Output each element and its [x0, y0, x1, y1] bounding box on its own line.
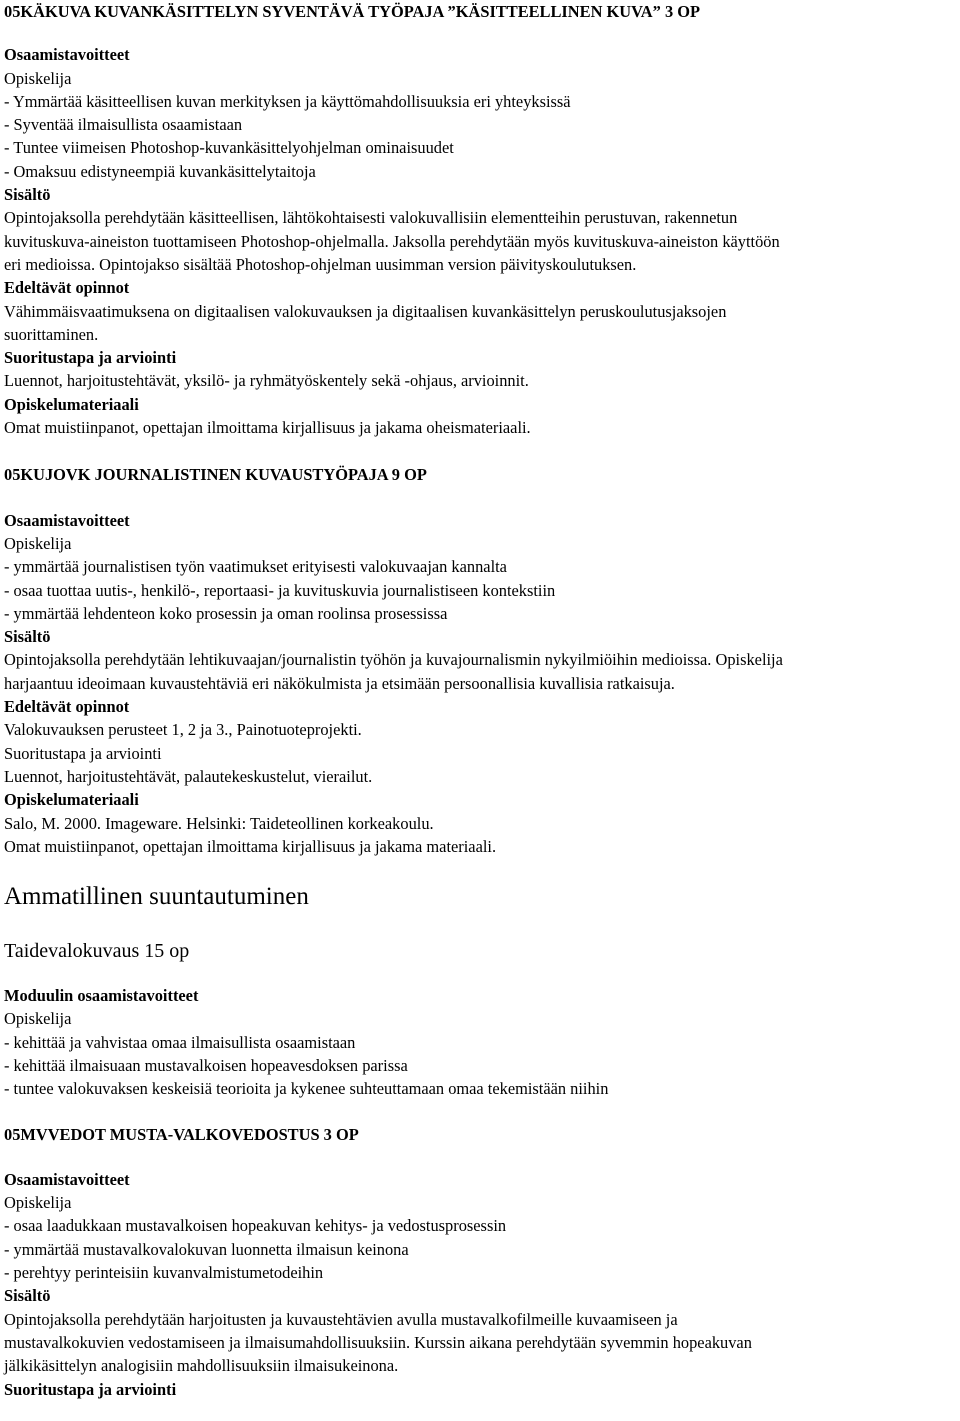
method-text: Luennot, harjoitustehtävät, palautekeskustelut, vierailut.	[4, 766, 373, 786]
objective-item: - Syventää ilmaisullista osaamistaan	[4, 115, 243, 135]
content-line: mustavalkokuvien vedostamiseen ja ilmaisumahdollisuuksiin. Kurssin aikana perehdytään syvemmin hopeakuvan	[4, 1332, 752, 1352]
material-line: Salo, M. 2000. Imageware. Helsinki: Taideteollinen korkeakoulu.	[4, 813, 434, 833]
prerequisites-heading: Edeltävät opinnot	[4, 278, 130, 298]
course-title-kujovk: 05KUJOVK JOURNALISTINEN KUVAUSTYÖPAJA 9 OP	[4, 465, 427, 485]
objective-item: - ymmärtää mustavalkovalokuvan luonnetta ilmaisun keinona	[4, 1239, 409, 1259]
content-line: Opintojaksolla perehdytään käsitteellisen, lähtökohtaisesti valokuvallisiin elementteihin perustuvan, rakennetun	[4, 208, 738, 228]
objective-item: - kehittää ja vahvistaa omaa ilmaisullista osaamistaan	[4, 1032, 356, 1052]
material-text: Omat muistiinpanot, opettajan ilmoittama kirjallisuus ja jakama oheismateriaali.	[4, 418, 531, 438]
method-text: Luennot, harjoitustehtävät, yksilö- ja ryhmätyöskentely sekä -ohjaus, arvioinnit.	[4, 371, 529, 391]
content-line: jälkikäsittelyn analogisiin mahdollisuuksiin ilmaisukeinona.	[4, 1356, 399, 1376]
method-heading: Suoritustapa ja arviointi	[4, 1379, 177, 1399]
content-line: Opintojaksolla perehdytään harjoitusten ja kuvaustehtävien avulla mustavalkofilmeille kuvaamiseen ja	[4, 1309, 678, 1329]
method-heading: Suoritustapa ja arviointi	[4, 348, 177, 368]
material-heading: Opiskelumateriaali	[4, 790, 139, 810]
prerequisites-text: Valokuvauksen perusteet 1, 2 ja 3., Painotuoteprojekti.	[4, 720, 362, 740]
objective-item: - Ymmärtää käsitteellisen kuvan merkityksen ja käyttömahdollisuuksia eri yhteyksissä	[4, 91, 571, 111]
student-label: Opiskelija	[4, 1009, 72, 1029]
objective-item: - ymmärtää journalistisen työn vaatimukset erityisesti valokuvaajan kannalta	[4, 557, 507, 577]
objectives-heading: Osaamistavoitteet	[4, 1169, 130, 1189]
heading-module: Taidevalokuvaus 15 op	[4, 940, 190, 963]
objective-item: - Tuntee viimeisen Photoshop-kuvankäsittelyohjelman ominaisuudet	[4, 138, 454, 158]
course-title-mvvedot: 05MVVEDOT MUSTA-VALKOVEDOSTUS 3 OP	[4, 1124, 359, 1144]
content-line: kuvituskuva-aineiston tuottamiseen Photoshop-ohjelmalla. Jaksolla perehdytään myös kuvituskuva-aineiston käyttöön	[4, 231, 780, 251]
heading-professional-orientation: Ammatillinen suuntautuminen	[4, 883, 309, 911]
objective-item: - osaa tuottaa uutis-, henkilö-, reportaasi- ja kuvituskuvia journalistiseen kontekstiin	[4, 580, 556, 600]
objective-item: - osaa laadukkaan mustavalkoisen hopeakuvan kehitys- ja vedostusprosessin	[4, 1216, 507, 1236]
content-line: harjaantuu ideoimaan kuvaustehtäviä eri näkökulmista ja etsimään persoonallisia kuvallisia ratkaisuja.	[4, 673, 675, 693]
material-line: Omat muistiinpanot, opettajan ilmoittama kirjallisuus ja jakama materiaali.	[4, 836, 497, 856]
content-heading: Sisältö	[4, 1286, 51, 1306]
content-heading: Sisältö	[4, 185, 51, 205]
student-label: Opiskelija	[4, 1193, 72, 1213]
prerequisites-line: Vähimmäisvaatimuksena on digitaalisen valokuvauksen ja digitaalisen kuvankäsittelyn peruskoulutusjaksojen	[4, 301, 727, 321]
method-heading: Suoritustapa ja arviointi	[4, 743, 162, 763]
objective-item: - perehtyy perinteisiin kuvanvalmistumetodeihin	[4, 1263, 324, 1283]
prerequisites-line: suorittaminen.	[4, 324, 99, 344]
objective-item: - tuntee valokuvaksen keskeisiä teorioita ja kykenee suhteuttamaan omaa tekemistään niihin	[4, 1079, 609, 1099]
objectives-heading: Osaamistavoitteet	[4, 45, 130, 65]
material-heading: Opiskelumateriaali	[4, 394, 139, 414]
course-title-kakuva: 05KÄKUVA KUVANKÄSITTELYN SYVENTÄVÄ TYÖPAJA ”KÄSITTEELLINEN KUVA” 3 OP	[4, 2, 700, 21]
prerequisites-heading: Edeltävät opinnot	[4, 697, 130, 717]
objective-item: - Omaksuu edistyneempiä kuvankäsittelytaitoja	[4, 161, 316, 181]
content-line: Opintojaksolla perehdytään lehtikuvaajan/journalistin työhön ja kuvajournalismin nykyilmiöihin medioissa. Opiskelija	[4, 650, 783, 670]
student-label: Opiskelija	[4, 533, 72, 553]
module-objectives-heading: Moduulin osaamistavoitteet	[4, 986, 199, 1006]
objective-item: - ymmärtää lehdenteon koko prosessin ja oman roolinsa prosessissa	[4, 603, 448, 623]
student-label: Opiskelija	[4, 68, 72, 88]
objective-item: - kehittää ilmaisuaan mustavalkoisen hopeavesdoksen parissa	[4, 1055, 408, 1075]
content-line: eri medioissa. Opintojakso sisältää Photoshop-ohjelman uusimman version päivityskoulutuksen.	[4, 254, 637, 274]
content-heading: Sisältö	[4, 627, 51, 647]
objectives-heading: Osaamistavoitteet	[4, 510, 130, 530]
